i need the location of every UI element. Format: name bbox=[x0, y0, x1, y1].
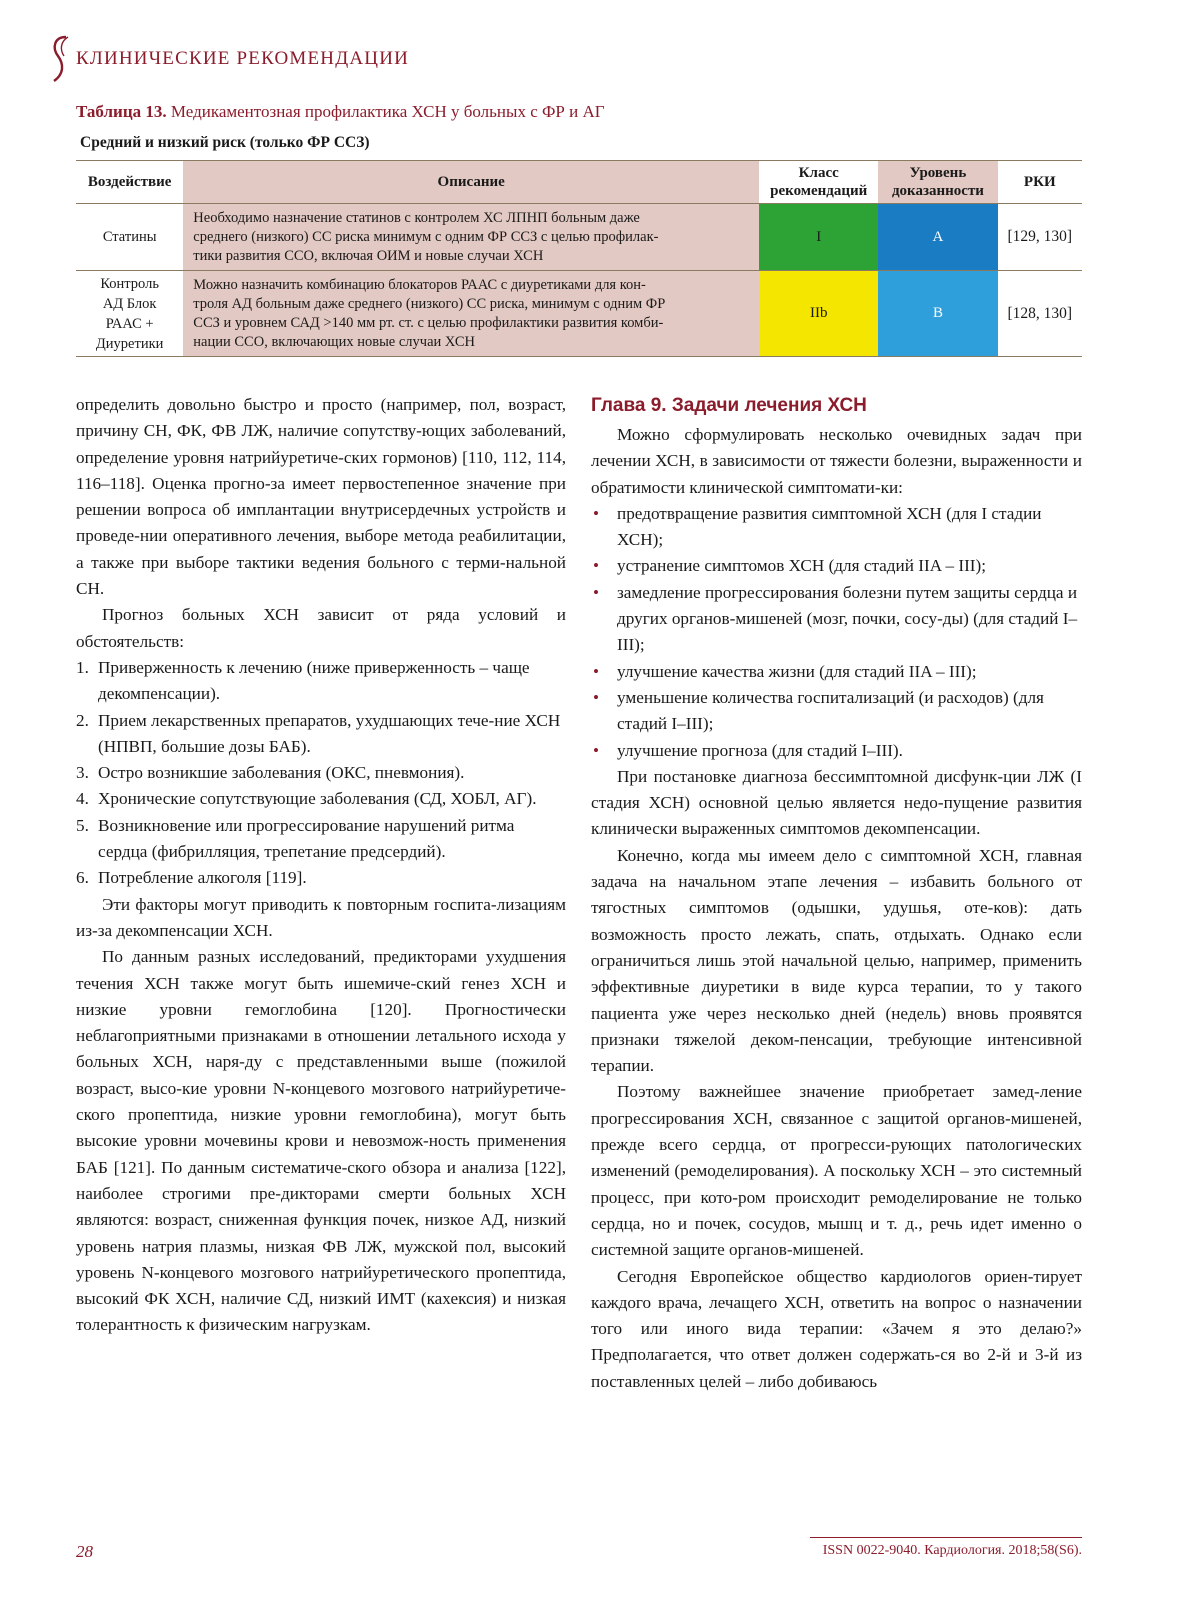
row-rct: [128, 130] bbox=[998, 271, 1082, 357]
row-action-line: Контроль bbox=[100, 275, 159, 292]
row-description-line: ССЗ и уровнем САД >140 мм рт. ст. с целью профилактики развития комби- bbox=[193, 314, 664, 331]
left-column bbox=[76, 392, 566, 1339]
list-text: улучшение прогноза (для стадий I–III). bbox=[617, 740, 903, 760]
row-description bbox=[183, 271, 759, 357]
bullet-icon: • bbox=[593, 556, 600, 576]
row-action-line: РААС + bbox=[105, 315, 154, 332]
list-number: 6. bbox=[76, 868, 89, 888]
list-text: Возникновение или прогрессирование нарушений ритма сердца (фибрилляция, трепетание предсердий). bbox=[98, 815, 515, 862]
row-description bbox=[183, 204, 759, 271]
treatment-goals-list bbox=[591, 501, 1082, 764]
journal-logo-icon bbox=[46, 34, 72, 84]
footer-divider bbox=[810, 1537, 1082, 1538]
list-item bbox=[591, 738, 1082, 764]
paragraph: По данным разных исследований, предикторами ухудшения течения ХСН также могут быть ишемиче-ский генез ХСН и низкие уровни гемоглобина [120]. Прогностически неблагоприятными признаками в отношении летального исхода у больных ХСН, наря-ду с представленными выше (пожилой возраст, высо-кие уровни N-концевого мозгового натрийуретиче-ского пропептида, низкие уровни гемоглобина), могут быть высокие уровни мочевины крови и невозмож-ность применения БАБ [121]. По данным систематиче-ского обзора и анализа [122], наиболее строгими пре-дикторами смерти больных ХСН являются: возраст, сниженная функция почек, низкое АД, низкий уровень натрия плазмы, низкая ФВ ЛЖ, мужской пол, высокий уровень N-концевого мозгового натрийуретического пропептида, высокий ФК ХСН, наличие СД, низкий ИМТ (кахексия) и низкая толерантность к физическим нагрузкам. bbox=[76, 947, 566, 1335]
row-description-line: Необходимо назначение статинов с контролем ХС ЛПНП больным даже bbox=[193, 209, 640, 226]
header-description: Описание bbox=[183, 161, 759, 204]
list-text: Прием лекарственных препаратов, ухудшающих тече-ние ХСН (НПВП, большие дозы БАБ). bbox=[98, 710, 561, 756]
list-text: устранение симптомов ХСН (для стадий IIA – III); bbox=[617, 556, 987, 576]
row-description-line: среднего (низкого) СС риска минимум с одним ФР ССЗ с целью профилак- bbox=[193, 228, 659, 245]
list-text: Потребление алкоголя [119]. bbox=[98, 868, 307, 888]
table-caption bbox=[76, 102, 605, 122]
row-description-line: тики развития ССО, включая ОИМ и новые случаи ХСН bbox=[193, 247, 544, 264]
row-class-badge: IIb bbox=[759, 271, 878, 357]
header-rct: РКИ bbox=[998, 161, 1082, 204]
table-caption-label: Таблица 13. bbox=[76, 102, 167, 121]
row-description-line: нации ССО, включающих новые случаи ХСН bbox=[193, 333, 475, 350]
recommendations-table bbox=[76, 160, 1082, 357]
list-item bbox=[76, 813, 566, 866]
list-text: Приверженность к лечению (ниже приверженность – чаще декомпенсации). bbox=[98, 657, 530, 704]
page-header bbox=[46, 34, 409, 84]
row-description-line: троля АД больным даже среднего (низкого) СС риска, минимум с одним ФР bbox=[193, 295, 666, 312]
list-item bbox=[591, 685, 1082, 738]
header-class bbox=[759, 161, 878, 204]
row-class-badge: I bbox=[759, 204, 878, 271]
list-item bbox=[76, 786, 566, 812]
table-header-row bbox=[76, 161, 1082, 204]
paragraph: определить довольно быстро и просто (например, пол, возраст, причину СН, ФК, ФВ ЛЖ, наличие сопутству-ющих заболеваний, определение уровня натрийуретиче-ских гормонов) [110, 112, 114, 116–118]. Оценка прогно-за имеет первостепенное значение при решении вопроса об имплантации внутрисердечных устройств и проведе-нии оперативного лечения, выборе метода реабилитации, а также при выборе тактики ведения больного с терми-нальной СН. bbox=[76, 395, 566, 599]
paragraph: При постановке диагноза бессимптомной дисфунк-ции ЛЖ (I стадия ХСН) основной целью является недо-пущение развития клинически выраженных симптомов декомпенсации. bbox=[591, 766, 1082, 839]
row-level-badge: A bbox=[878, 204, 997, 271]
header-class-line1: Класс bbox=[798, 165, 839, 181]
table-row bbox=[76, 204, 1082, 271]
list-item bbox=[76, 655, 566, 708]
list-text: предотвращение развития симптомной ХСН (для I стадии ХСН); bbox=[617, 503, 1042, 550]
header-title: КЛИНИЧЕСКИЕ РЕКОМЕНДАЦИИ bbox=[76, 48, 410, 69]
list-number: 2. bbox=[76, 710, 89, 730]
bullet-icon: • bbox=[593, 687, 600, 707]
right-column bbox=[591, 392, 1082, 1395]
row-level-badge: B bbox=[878, 271, 997, 357]
paragraph: Эти факторы могут приводить к повторным госпита-лизациям из-за декомпенсации ХСН. bbox=[76, 894, 566, 940]
list-item bbox=[591, 580, 1082, 659]
paragraph: Конечно, когда мы имеем дело с симптомной ХСН, главная задача на начальном этапе лечения – избавить больного от тягостных симптомов (одышки, удушья, оте-ков): дать возможность просто лежать, спать, отдыхать. Однако если ограничиться лишь этой начальной целью, например, применить эффективные диуретики в виде курса терапии, то у такого пациента уже через несколько дней (недель) вновь проявятся признаки тяжелой деком-пенсации, требующие интенсивной терапии. bbox=[591, 845, 1082, 1076]
paragraph: Прогноз больных ХСН зависит от ряда условий и обстоятельств: bbox=[76, 605, 566, 651]
header-class-line2: рекомендаций bbox=[770, 183, 868, 199]
bullet-icon: • bbox=[593, 582, 600, 602]
header-level-line2: доказанности bbox=[891, 183, 984, 199]
row-action bbox=[76, 271, 183, 357]
bullet-icon: • bbox=[593, 503, 600, 523]
list-number: 1. bbox=[76, 657, 89, 677]
table-row bbox=[76, 271, 1082, 357]
list-item bbox=[76, 760, 566, 786]
bullet-icon: • bbox=[593, 740, 600, 760]
paragraph: Можно сформулировать несколько очевидных задач при лечении ХСН, в зависимости от тяжести болезни, выраженности и обратимости клинической симптомати-ки: bbox=[591, 425, 1082, 497]
list-text: улучшение качества жизни (для стадий IIA – III); bbox=[617, 661, 977, 681]
row-action-line: Диуретики bbox=[95, 335, 164, 352]
table-subcaption: Средний и низкий риск (только ФР ССЗ) bbox=[80, 134, 370, 151]
list-number: 5. bbox=[76, 815, 89, 835]
table-caption-text: Медикаментозная профилактика ХСН у больных с ФР и АГ bbox=[166, 102, 605, 121]
list-item bbox=[591, 659, 1082, 685]
list-item bbox=[591, 553, 1082, 579]
list-number: 3. bbox=[76, 763, 89, 783]
paragraph: Поэтому важнейшее значение приобретает замед-ление прогрессирования ХСН, связанное с защитой органов-мишеней, прежде всего сердца, от прогресси-рующих патологических изменений (ремоделирования). А поскольку ХСН – это системный процесс, при кото-ром происходит ремоделирование не только сердца, но и почек, сосудов, мышц и т. д., речь идет именно о системной защите органов-мишеней. bbox=[591, 1082, 1082, 1260]
row-description-line: Можно назначить комбинацию блокаторов РААС с диуретиками для кон- bbox=[193, 276, 646, 293]
row-action-line: Статины bbox=[102, 229, 157, 245]
paragraph: Сегодня Европейское общество кардиологов ориен-тирует каждого врача, лечащего ХСН, ответить на вопрос о назначении того или иного вида терапии: «Зачем я это делаю?» Предполагается, что ответ должен содержать-ся во 2-й и 3-й из поставленных целей – либо добиваюсь bbox=[591, 1266, 1082, 1391]
journal-citation: ISSN 0022-9040. Кардиология. 2018;58(S6). bbox=[822, 1543, 1082, 1558]
list-text: Хронические сопутствующие заболевания (СД, ХОБЛ, АГ). bbox=[98, 789, 537, 809]
bullet-icon: • bbox=[593, 661, 600, 681]
list-number: 4. bbox=[76, 789, 89, 809]
list-item bbox=[591, 501, 1082, 554]
header-level bbox=[878, 161, 997, 204]
list-text: уменьшение количества госпитализаций (и расходов) (для стадий I–III); bbox=[617, 687, 1044, 734]
header-level-line1: Уровень bbox=[909, 165, 967, 181]
list-item bbox=[76, 865, 566, 891]
list-item bbox=[76, 708, 566, 761]
chapter-heading: Глава 9. Задачи лечения ХСН bbox=[591, 395, 867, 416]
list-text: Остро возникшие заболевания (ОКС, пневмония). bbox=[98, 763, 465, 783]
list-text: замедление прогрессирования болезни путем защиты сердца и других органов-мишеней (мозг, почки, сосу-ды) (для стадий I–III); bbox=[617, 582, 1078, 655]
row-rct: [129, 130] bbox=[998, 204, 1082, 271]
header-action: Воздействие bbox=[76, 161, 183, 204]
row-action bbox=[76, 204, 183, 271]
row-action-line: АД Блок bbox=[102, 295, 157, 312]
page-number: 28 bbox=[76, 1542, 93, 1561]
prognosis-factors-list bbox=[76, 655, 566, 892]
